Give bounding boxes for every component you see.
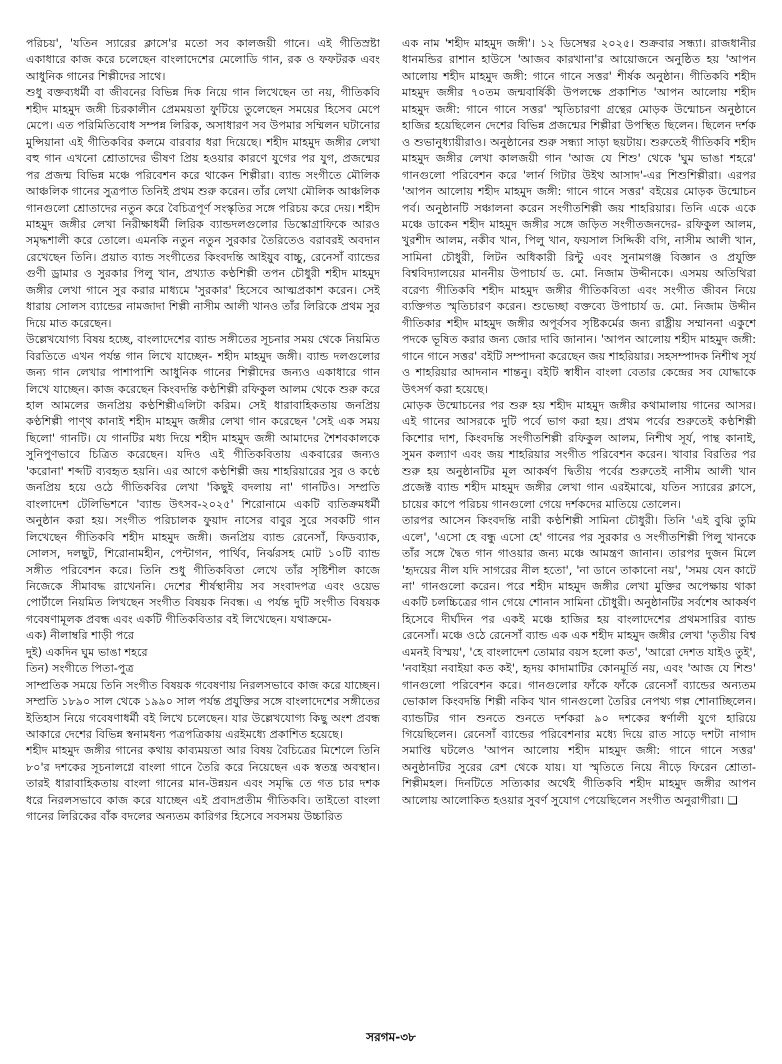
page-number: সরগম-৩৮ [366, 1030, 416, 1044]
paragraph: সাম্প্রতিক সময়ে তিনি সংগীত বিষয়ক গবেষণায় নিরলসভাবে কাজ করে যাচ্ছেন। সম্প্রতি ১৮৯০ সাল থেকে ১৯৯০ সাল পর্যন্ত প্রযুক্তির সঙ্গে বাংলাদেশের সঙ্গীতের ইতিহাস নিয়ে গবেষণাধর্মী বই লিখে চলেছেন। যার উল্লেখযোগ্য কিছু অংশ প্রবন্ধ আকারে দেশের বিভিন্ন স্বনামধন্য পত্রপত্রিকায় এরইমধ্যে প্রকাশিত হয়েছে। [26, 678, 380, 742]
paragraph: শুধু বক্তব্যধর্মী বা জীবনের বিভিন্ন দিক নিয়ে গান লিখেছেন তা নয়, গীতিকবি শহীদ মাহমুদ জঙ্গী চিরকালীন প্রেমময়তা ফুটিয়ে তুলেছেন সময়ের হিসেব মেপে মেপে। এত পরিমিতিবোধ সম্পন্ন লিরিক, অসাধারণ সব উপমার সম্মিলন ঘটানোর মুন্সিয়ানা এই গীতিকবির কলমে বারবার ধরা দিয়েছে। শহীদ মাহমুদ জঙ্গীর লেখা বহু গান এখনো শ্রোতাদের ভীষণ প্রিয় হওয়ার কারণে যুগের পর যুগ, প্রজন্মের পর প্রজন্ম বিভিন্ন মঞ্চে পরিবেশন করে থাকেন শিল্পীরা। ব্যান্ড সংগীতে মৌলিক আঞ্চলিক গানের সুত্রপাত তিনিই প্রথম শুরু করেন। তাঁর লেখা মৌলিক আঞ্চলিক গানগুলো শ্রোতাদের নতুন করে বৈচিত্রপূর্ণ সংস্কৃতির সঙ্গে পরিচয় করে দেয়। শহীদ মাহমুদ জঙ্গীর লেখা নিরীক্ষাধর্মী লিরিক ব্যান্ডদলগুলোর ডিস্কোগ্রাফিকে আরও সমৃদ্ধশালী করে তোলে। এমনকি নতুন নতুন সুরকার তৈরিতেও বরাবরই অবদান রেখেছেন তিনি। প্রয়াত ব্যান্ড সংগীতের কিংবদন্তি আইয়ুব বাচ্চু, রেনেসাঁ ব্যান্ডের গুণী ড্রামার ও সুরকার পিলু খান, প্রখ্যাত কণ্ঠশিল্পী তপন চৌধুরী শহীদ মাহমুদ জঙ্গীর লেখা গানে সুর করার মাধ্যমে 'সুরকার' হিসেবে আত্মপ্রকাশ করেন। সেই ধারায় সোলস ব্যান্ডের নামজাদা শিল্পী নাসীম আলী খানও তাঁর লিরিকে প্রথম সুর দিয়ে মাত করেছেন। [26, 86, 380, 330]
paragraph: উল্লেখযোগ্য বিষয় হচ্ছে, বাংলাদেশের ব্যান্ড সঙ্গীতের সূচনার সময় থেকে নিয়মিত বিরতিতে এখন পর্যন্ত গান লিখে যাচ্ছেন- শহীদ মাহমুদ জঙ্গী। ব্যান্ড দলগুলোর জন্য গান লেখার পাশাপাশি আধুনিক গানের শিল্পীদের জন্যও একাধারে গান লিখে যাচ্ছেন। কাজ করেছেন কিংবদন্তি কণ্ঠশিল্পী রফিকুল আলম থেকে শুরু করে হাল আমলের জনপ্রিয় কণ্ঠশিল্পীএলিটা করিম। সেই ধারাবাহিকতায় জনপ্রিয় কণ্ঠশিল্পী পাণ্থ কানাই শহীদ মাহমুদ জঙ্গীর লেখা গান করেছেন 'সেই এক সময় ছিলো' গানটি। যে গানটির মধ্য দিয়ে শহীদ মাহমুদ জঙ্গী আমাদের শৈশবকালকে সুনিপুণভাবে চিত্রিত করেছেন। যদিও এই গীতিকবিতায় একবারের জন্যও 'করোনা' শব্দটি ব্যবহৃত হয়নি। এর আগে কণ্ঠশিল্পী জয় শাহরিয়ারের সুর ও কণ্ঠে জনপ্রিয় হয়ে ওঠে গীতিকবির লেখা 'কিছুই বদলায় না' গানটিও। সম্প্রতি বাংলাদেশ টেলিভিশনে 'ব্যান্ড উৎসব-২০২৫' শিরোনামে একটি ব্যতিক্রমধর্মী অনুষ্ঠান করা হয়। সংগীত পরিচালক ফুয়াদ নাসের বাবুর সুরে সবকটি গান লিখেছেন গীতিকবি শহীদ মাহমুদ জঙ্গী। জনপ্রিয় ব্যান্ড রেনেসাঁ, ফিডব্যাক, সোলস, দলছুট, শিরোনামহীন, পেন্টাগন, পার্থিব, নির্ঝরসহ মোট ১০টি ব্যান্ড সঙ্গীত পরিবেশন করে। তিনি শুধু গীতিকবিতা লেখে তাঁর সৃষ্টিশীল কাজে নিজেকে সীমাবদ্ধ রাখেননি। দেশের শীর্ষস্থানীয় সব সংবাদপত্র এবং ওয়েভ পোর্টালে নিয়মিত লিখছেন সংগীত বিষয়ক নিবন্ধ। এ পর্যন্ত দুটি সংগীত বিষয়ক গবেষণামূলক প্রবন্ধ এবং একটি গীতিকবিতার বই লিখেছেন। যথাক্রমে- [26, 333, 380, 626]
paragraph: শহীদ মাহমুদ জঙ্গীর গানের কথায় কাব্যময়তা আর বিষয় বৈচিত্রের মিশেলে তিনি ৮০'র দশকের সূচনালগ্নে বাংলা গানে তৈরি করে নিয়েছেন এক স্বতন্ত্র অবস্থান। তারই ধারাবাহিকতায় বাংলা গানের মান-উন্নয়ন এবং সমৃদ্ধি তে গত চার দশক ধরে নিরলসভাবে কাজ করে যাচ্ছেন এই প্রবাদপ্রতীম গীতিকবি। তাইতো বাংলা গানের লিরিকের বাঁক বদলের অন্যতম কারিগর হিসেবে সবসময় উচ্চারিত [26, 744, 380, 824]
paragraph: মোড়ক উন্মোচনের পর শুরু হয় শহীদ মাহমুদ জঙ্গীর কথামালায় গানের আসর। এই গানের আসরকে দুটি পর্বে ভাগ করা হয়। প্রথম পর্বের শুরুতেই কণ্ঠশিল্পী কিশোর দাশ, কিংবদন্তি সংগীতশিল্পী রফিকুল আলম, নিশীথ সূর্য, পান্থ কানাই, সুমন কল্যাণ এবং জয় শাহরিয়ার সংগীত পরিবেশন করেন। খাবার বিরতির পর শুরু হয় অনুষ্ঠানটির মূল আকর্ষণ দ্বিতীয় পর্বের শুরুতেই নাসীম আলী খান প্রজেক্ট ব্যান্ড শহীদ মাহমুদ জঙ্গীর লেখা গান এরইমাঝে, যতিন স্যারের ক্লাসে, চায়ের কাপে পরিচয় গানগুলো গেয়ে দর্শকদের মাতিয়ে তোলেন। [402, 398, 756, 511]
paragraph: তারপর আসেন কিংবদন্তি নারী কণ্ঠশিল্পী সামিনা চৌধুরী। তিনি 'এই বুঝি তুমি এলে', 'এসো হে বন্ধু এসো হে' গানের পর সুরকার ও সংগীতশিল্পী পিলু খানকে তাঁর সঙ্গে দ্বৈত গান গাওয়ার জন্য মঞ্চে আমন্ত্রণ জানান। তারপর দুজন মিলে 'হৃদয়ের নীল যদি সাগরের নীল হতো', 'না ডানে তাকানো নয়', 'সময় যেন কাটে না' গানগুলো করেন। পরে শহীদ মাহমুদ জঙ্গীর লেখা মুক্তির অপেক্ষায় থাকা একটি চলচ্চিত্রের গান গেয়ে শোনান সামিনা চৌধুরী। অনুষ্ঠানটির সর্বশেষ আকর্ষণ হিসেবে দীর্ঘদিন পর একই মঞ্চে হাজির হয় বাংলাদেশের প্রথমসারির ব্যান্ড রেনেসাঁ। মঞ্চে ওঠে রেনেসাঁ ব্যান্ড এক এক শহীদ মাহমুদ জঙ্গীর লেখা 'তৃতীয় বিশ্ব এমনই বিস্ময়', 'হে বাংলাদেশ তোমার বয়স হলো কত', 'আরো দেশত যাইও তুই', 'নবাইয়া নবাইয়া কত কই', হৃদয় কাদামাটির কোনমূর্তি নয়, এবং 'আজ যে শিশু' গানগুলো পরিবেশন করে। গানগুলোর ফাঁকে ফাঁকে রেনেসাঁ ব্যান্ডের অন্যতম ভোকাল কিংবদন্তি শিল্পী নকিব খান গানগুলো তৈরির নেপথ্য গল্প শোনাচ্ছিলেন। ব্যান্ডটির গান শুনতে শুনতে দর্শকরা ৯০ দশকের স্বর্ণালী যুগে হারিয়ে গিয়েছিলেন। রেনেসাঁ ব্যান্ডের পরিবেশনার মধ্যে দিয়ে রাত সাড়ে দশটা নাগাদ সমাপ্তি ঘটলেও 'আপন আলোয় শহীদ মাহমুদ জঙ্গী: গানে গানে সত্তর' অনুষ্ঠানটির সুরের রেশ থেকে যায়। যা স্মৃতিতে নিয়ে নীড়ে ফিরেন শ্রোতা-শিল্পীমহল। দিনটিতে সত্যিকার অর্থেই গীতিকবি শহীদ মাহমুদ জঙ্গীর আপন আলোয় আলোকিত হওয়ার সুবর্ণ সুযোগ পেয়েছিলেন সংগীত অনুরাগীরা। ❑ [402, 514, 756, 807]
book-list-item: দুই) একদিন ঘুম ভাঙা শহরে [26, 645, 148, 659]
paragraph: এক নাম 'শহীদ মাহমুদ জঙ্গী'। ১২ ডিসেম্বর ২০২৫। শুক্রবার সন্ধ্যা। রাজধানীর ধানমন্ডির রাশান হাউসে 'আজব কারখানা'র আয়োজনে অনুষ্ঠিত হয় 'আপন আলোয় শহীদ মাহমুদ জঙ্গী: গানে গানে সত্তর' শীর্ষক অনুষ্ঠান। গীতিকবি শহীদ মাহমুদ জঙ্গীর ৭০তম জন্মবার্ষিকী উপলক্ষে প্রকাশিত 'আপন আলোয় শহীদ মাহমুদ জঙ্গী: গানে গানে সত্তর' স্মৃতিচারণা গ্রন্থের মোড়ক উন্মোচন অনুষ্ঠানে হাজির হয়েছিলেন দেশের বিভিন্ন প্রজন্মের শিল্পীরা উপস্থিত ছিলেন। ছিলেন দর্শক ও শুভানুধ্যায়ীরাও। অনুষ্ঠানের শুরু সন্ধ্যা সাড়া ছয়টায়। শুরুতেই গীতিকবি শহীদ মাহমুদ জঙ্গীর লেখা কালজয়ী গান 'আজ যে শিশু' থেকে 'ঘুম ভাঙা শহরে' গানগুলো পরিবেশন করে 'লার্ন গিটার উইথ আসাদ'-এর শিশুশিল্পীরা। এরপর 'আপন আলোয় শহীদ মাহমুদ জঙ্গী: গানে গানে সত্তর' বইয়ের মোড়ক উন্মোচন পর্ব। অনুষ্ঠানটি সঞ্চালনা করেন সংগীতশিল্পী জয় শাহরিয়ার। তিনি একে একে মঞ্চে ডাকেন শহীদ মাহমুদ জঙ্গীর সঙ্গে জড়িত সংগীতজনদের- রফিকুল আলম, খুরশীদ আলম, নকীব খান, পিলু খান, ফয়সাল সিদ্দিকী বগি, নাসীম আলী খান, সামিনা চৌধুরী, লিটন অধিকারী রিন্টু এবং সুনামগঞ্জ বিজ্ঞান ও প্রযুক্তি বিশ্ববিদ্যালয়ের মাননীয় উপাচার্য ড. মো. নিজাম উদ্দীনকে। এসময় অতিথিরা বরেণ্য গীতিকবি শহীদ মাহমুদ জঙ্গীর গীতিকবিতা এবং সংগীত জীবন নিয়ে ব্যক্তিগত স্মৃতিচারণ করেন। শুভেচ্ছা বক্তব্যে উপাচার্য ড. মো. নিজাম উদ্দীন গীতিকার শহীদ মাহমুদ জঙ্গীর অপূর্বসব সৃষ্টিকর্মের জন্য রাষ্ট্রীয় সম্মাননা একুশে পদকে ভূষিত করার জন্য জোর দাবি জানান। 'আপন আলোয় শহীদ মাহমুদ জঙ্গী: গানে গানে সত্তর' বইটি সম্পাদনা করেছেন জয় শাহরিয়ার। সহসম্পাদক নিশীথ সূর্য ও শাহরিয়ার আদনান শান্তনু। বইটি স্বাধীন বাংলা বেতার কেন্দ্রের সব যোদ্ধাকে উৎসর্গ করা হয়েছে। [402, 37, 756, 396]
book-list-item: তিন) সংগীতে পিতা-পুত্র [26, 662, 134, 676]
book-list-item: এক) নীলাম্বরি শাড়ী পরে [26, 629, 135, 643]
paragraph: পরিচয়', 'যতিন স্যারের ক্লাসে'র মতো সব কালজয়ী গানে। এই গীতিস্রষ্টা একাধারে কাজ করে চলেছেন বাংলাদেশের মেলোডি গান, রক ও ফফটরক এবং আধুনিক গানের শিল্পীদের সাথে। [26, 37, 380, 83]
right-column [402, 36, 756, 1016]
article-columns [26, 36, 756, 1016]
left-column [26, 36, 380, 1016]
